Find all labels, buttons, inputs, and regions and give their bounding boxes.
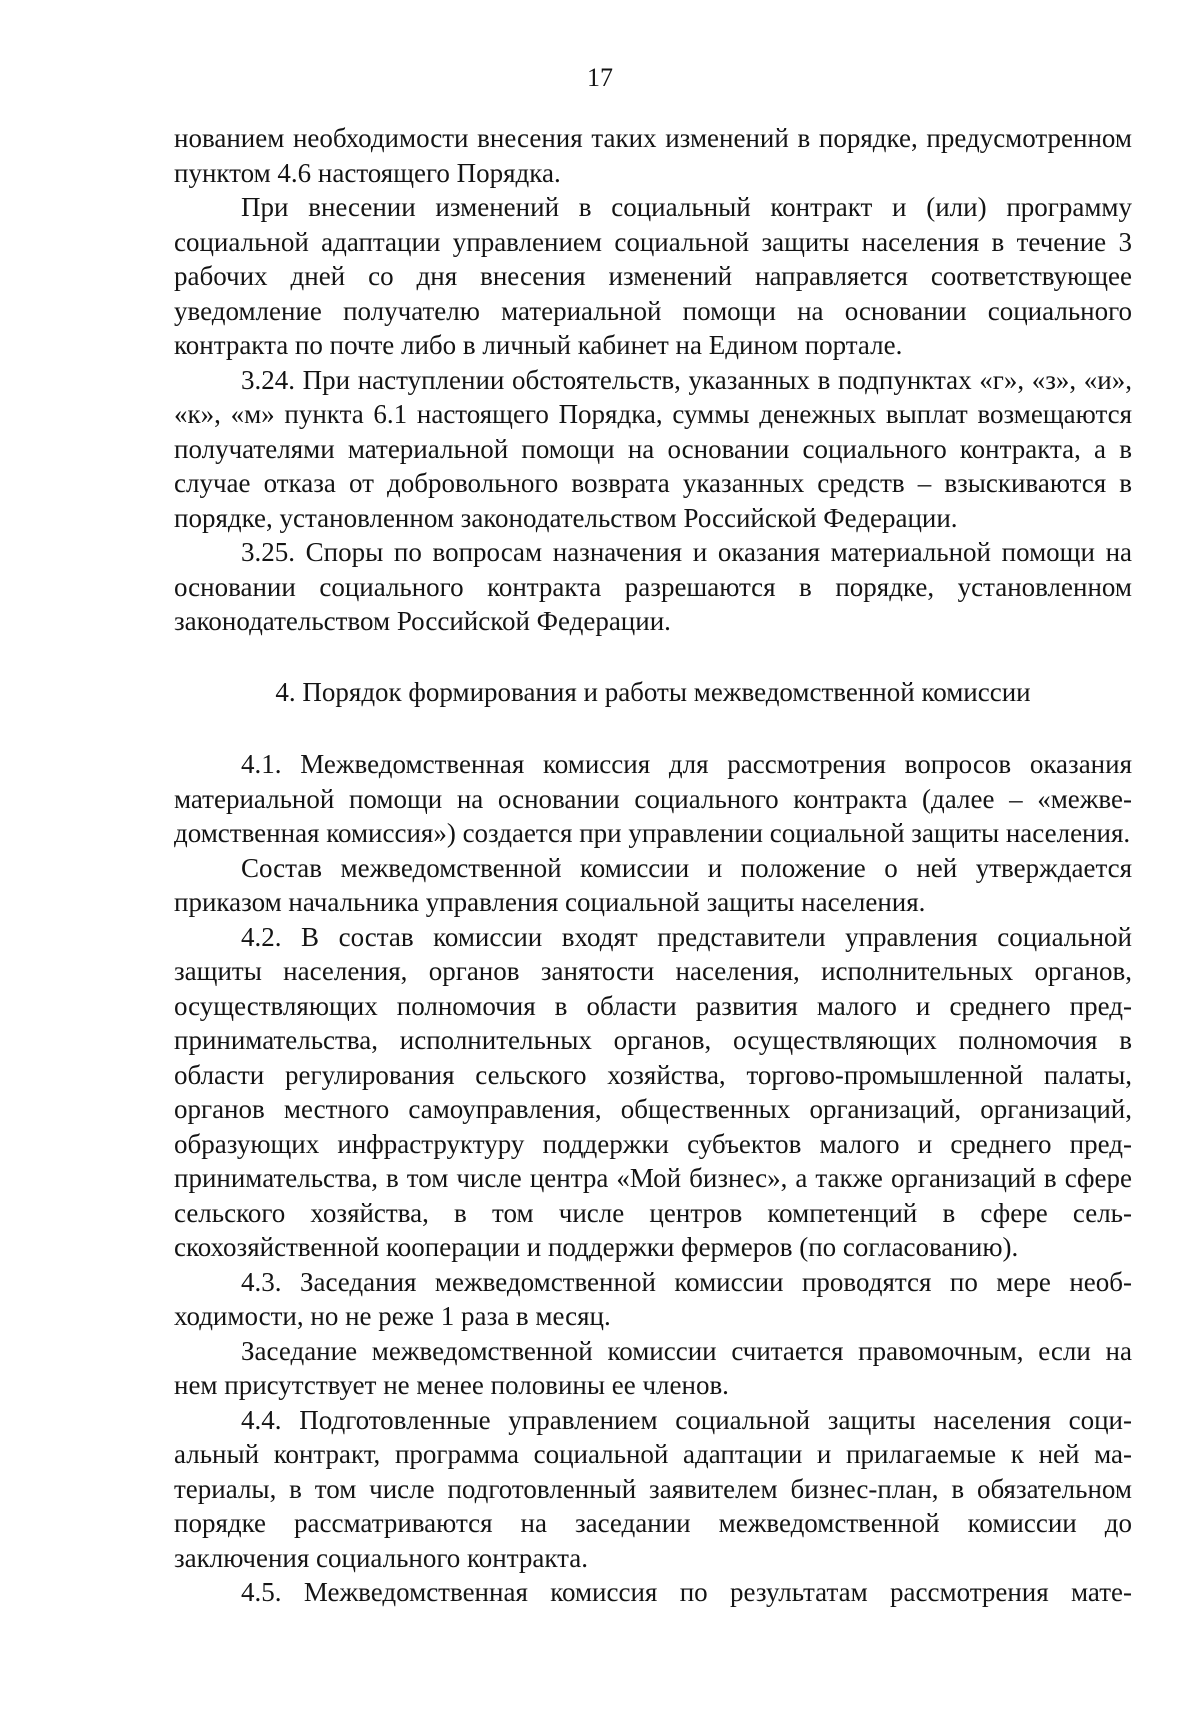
section-heading: 4. Порядок формирования и работы межведомственной комиссии <box>275 676 1031 707</box>
paragraph-4-5: 4.5. Межведомственная комиссия по результатам рассмотрения мате- <box>241 1577 1132 1607</box>
paragraph-3-25: 3.25. Споры по вопросам назначения и оказания материальной помощи на основании социального контракта разрешаются в порядке, установленном законодательством Российской Федерации. <box>174 537 1132 636</box>
paragraph-4-1: 4.1. Межведомственная комиссия для рассмотрения вопросов оказания материальной помощи на основании социального контракта (далее – «межведомственная комиссия») создается при управлении социальной защиты населения. <box>174 749 1132 848</box>
paragraph-continuation: нованием необходимости внесения таких изменений в порядке, предусмотренном пунктом 4.6 настоящего Порядка. <box>174 123 1132 188</box>
paragraph-4-3: 4.3. Заседания межведомственной комиссии проводятся по мере необходимости, но не реже 1 раза в месяц. <box>174 1266 1132 1331</box>
page-number: 17 <box>587 63 613 92</box>
paragraph-4-2: 4.2. В состав комиссии входят представители управления социальной защиты населения, органов занятости населения, исполнительных органов, осуществляющих полномочия в области развития малого и среднего предпринимательства, исполнительных органов, осуществляющих полномочия в области регулирования сельского хозяйства, торгово-промышленной палаты, органов местного самоуправления, общественных организаций, организаций, образующих инфраструктуру поддержки субъектов малого и среднего предпринимательства, в том числе центра «Мой бизнес», а также организаций в сфере сельского хозяйства, в том числе центров компетенций в сфере сельскохозяйственной кооперации и поддержки фермеров (по согласованию). <box>174 921 1132 1262</box>
paragraph-3-24: 3.24. При наступлении обстоятельств, указанных в подпунктах «г», «з», «и», «к», «м» пункта 6.1 настоящего Порядка, суммы денежных выплат возмещаются получателями материальной помощи на основании социального контракта, а в случае отказа от добровольного возврата указанных средств – взыскиваются в порядке, установленном законодательством Российской Федерации. <box>174 364 1132 533</box>
document-body <box>174 121 1132 1610</box>
paragraph-4-4: 4.4. Подготовленные управлением социальной защиты населения социальный контракт, программа социальной адаптации и прилагаемые к ней материалы, в том числе подготовленный заявителем бизнес-план, в обязательном порядке рассматриваются на заседании межведомственной комиссии до заключения социального контракта. <box>174 1404 1132 1573</box>
paragraph-quorum: Заседание межведомственной комиссии считается правомочным, если на нем присутствует не менее половины ее членов. <box>174 1335 1132 1400</box>
paragraph-change-notification: При внесении изменений в социальный контракт и (или) программу социальной адаптации управлением социальной защиты населения в течение 3 рабочих дней со дня внесения изменений направляется соответствующее уведомление получателю материальной помощи на основании социального контракта по почте либо в личный кабинет на Едином портале. <box>174 192 1132 360</box>
paragraph-commission-composition: Состав межведомственной комиссии и положение о ней утверждается приказом начальника управления социальной защиты населения. <box>174 852 1132 917</box>
